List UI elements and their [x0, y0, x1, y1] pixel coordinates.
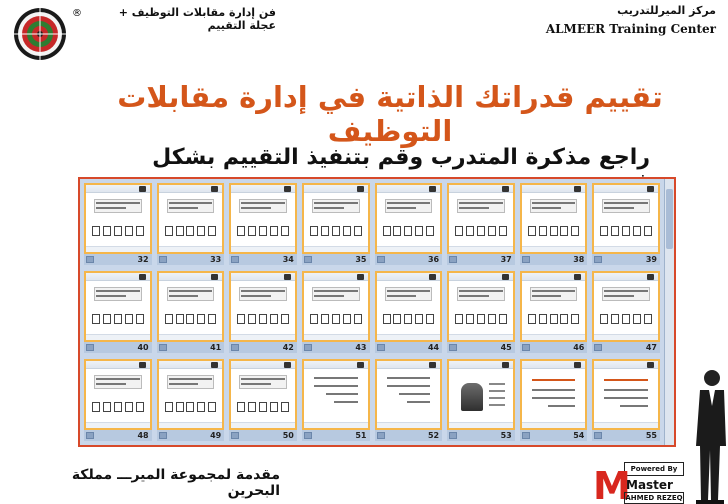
- slide-number-label: 35: [355, 255, 367, 264]
- slide-number-label: 50: [282, 431, 294, 440]
- slide-thumbnail[interactable]: [592, 271, 660, 353]
- slide-number-label: 48: [137, 431, 149, 440]
- slide-header-icon: [139, 362, 146, 368]
- slide-header-icon: [357, 274, 364, 280]
- slide-number: [157, 342, 225, 353]
- slide-thumbnail[interactable]: [302, 359, 370, 441]
- slide-preview[interactable]: [592, 271, 660, 342]
- slide-transition-icon: [522, 432, 530, 439]
- slide-header-icon: [429, 274, 436, 280]
- slide-preview[interactable]: [375, 183, 443, 254]
- slide-thumbnail[interactable]: [447, 271, 515, 353]
- slide-number-label: 51: [355, 431, 367, 440]
- slide-preview[interactable]: [229, 359, 297, 430]
- slide-preview[interactable]: [447, 359, 515, 430]
- slide-sorter-window: [78, 177, 676, 447]
- slide-number: [229, 342, 297, 353]
- slide-header-icon: [574, 362, 581, 368]
- slide-thumbnail[interactable]: [84, 271, 152, 353]
- slide-thumbnail[interactable]: [84, 359, 152, 441]
- slide-transition-icon: [231, 256, 239, 263]
- slide-grid: [84, 183, 660, 441]
- slide-number-label: 43: [355, 343, 367, 352]
- slide-number-label: 49: [210, 431, 222, 440]
- slide-transition-icon: [304, 344, 312, 351]
- slide-transition-icon: [231, 432, 239, 439]
- slide-header-icon: [357, 362, 364, 368]
- slide-preview[interactable]: [84, 359, 152, 430]
- slide-number-label: 39: [645, 255, 657, 264]
- slide-transition-icon: [304, 432, 312, 439]
- slide-preview[interactable]: [229, 183, 297, 254]
- registered-mark: ®: [72, 8, 82, 19]
- slide-transition-icon: [377, 432, 385, 439]
- slide-header-icon: [647, 274, 654, 280]
- slide-preview[interactable]: [84, 271, 152, 342]
- slide-number: [447, 430, 515, 441]
- slide-number: [84, 342, 152, 353]
- slide-preview[interactable]: [302, 359, 370, 430]
- slide-transition-icon: [594, 344, 602, 351]
- slide-preview[interactable]: [520, 183, 588, 254]
- slide-transition-icon: [449, 256, 457, 263]
- slide-number-label: 55: [645, 431, 657, 440]
- slide-transition-icon: [594, 432, 602, 439]
- slide-preview[interactable]: [375, 359, 443, 430]
- slide-preview[interactable]: [592, 359, 660, 430]
- slide-thumbnail[interactable]: [229, 183, 297, 265]
- slide-header-icon: [211, 186, 218, 192]
- slide-transition-icon: [86, 344, 94, 351]
- slide-preview[interactable]: [592, 183, 660, 254]
- slide-thumbnail[interactable]: [520, 359, 588, 441]
- footer-credit: مقدمة لمجموعة الميرـــ مملكة البحرين: [71, 467, 280, 499]
- slide-transition-icon: [522, 344, 530, 351]
- slide-thumbnail[interactable]: [84, 183, 152, 265]
- slide-header-icon: [502, 186, 509, 192]
- slide-header-icon: [211, 274, 218, 280]
- slide-number: [375, 430, 443, 441]
- course-title: فن إدارة مقابلات التوظيف + عجلة التقييم: [118, 6, 276, 32]
- slide-transition-icon: [86, 256, 94, 263]
- slide-transition-icon: [377, 256, 385, 263]
- slide-number: [520, 342, 588, 353]
- page-title: تقييم قدراتك الذاتية في إدارة مقابلات التوظيف: [117, 80, 663, 148]
- slide-transition-icon: [449, 344, 457, 351]
- slide-transition-icon: [377, 344, 385, 351]
- slide-number: [447, 254, 515, 265]
- slide-number-label: 37: [500, 255, 512, 264]
- slide-transition-icon: [159, 344, 167, 351]
- slide-number: [229, 254, 297, 265]
- brand-letter: M: [593, 464, 631, 504]
- center-name-arabic: مركز الميرللتدريب: [617, 4, 716, 17]
- slide-number: [229, 430, 297, 441]
- slide-transition-icon: [231, 344, 239, 351]
- slide-number: [592, 342, 660, 353]
- slide-thumbnail[interactable]: [592, 183, 660, 265]
- vertical-scrollbar[interactable]: [664, 179, 674, 445]
- slide-number-label: 45: [500, 343, 512, 352]
- slide-header-icon: [574, 186, 581, 192]
- slide-thumbnail[interactable]: [375, 183, 443, 265]
- slide-number: [592, 254, 660, 265]
- slide-header-icon: [284, 362, 291, 368]
- author-name: AHMED REZEQ: [625, 494, 683, 502]
- slide-header-icon: [647, 186, 654, 192]
- slide-preview[interactable]: [520, 359, 588, 430]
- slide-number-label: 47: [645, 343, 657, 352]
- slide-number-label: 33: [210, 255, 222, 264]
- slide-thumbnail[interactable]: [302, 183, 370, 265]
- slide-number-label: 52: [427, 431, 440, 440]
- center-name-english: ALMEER Training Center: [545, 22, 716, 36]
- slide-preview[interactable]: [157, 271, 225, 342]
- slide-thumbnail[interactable]: [157, 271, 225, 353]
- slide-number-label: 41: [210, 343, 222, 352]
- slide-number-label: 38: [573, 255, 585, 264]
- slide-number: [157, 254, 225, 265]
- target-logo-icon: [10, 6, 72, 62]
- slide-thumbnail[interactable]: [520, 183, 588, 265]
- slide-header-icon: [357, 186, 364, 192]
- slide-number-label: 46: [573, 343, 585, 352]
- slide-number-label: 42: [282, 343, 294, 352]
- slide-number: [592, 430, 660, 441]
- slide-header-icon: [211, 362, 218, 368]
- brand-word: Master: [626, 478, 673, 492]
- slide-number: [302, 342, 370, 353]
- slide-transition-icon: [159, 256, 167, 263]
- slide-header-icon: [139, 274, 146, 280]
- slide-thumbnail[interactable]: [229, 359, 297, 441]
- slide-preview[interactable]: [447, 271, 515, 342]
- slide-transition-icon: [449, 432, 457, 439]
- slide-thumbnail[interactable]: [447, 359, 515, 441]
- slide-header-icon: [429, 362, 436, 368]
- slide-preview[interactable]: [157, 183, 225, 254]
- slide-header-icon: [429, 186, 436, 192]
- slide-number-label: 36: [427, 255, 440, 264]
- slide-thumbnail[interactable]: [375, 359, 443, 441]
- slide-preview[interactable]: [375, 271, 443, 342]
- slide-header-icon: [284, 274, 291, 280]
- slide-number: [302, 430, 370, 441]
- slide-thumbnail[interactable]: [447, 183, 515, 265]
- powered-by-label: Powered By: [624, 462, 684, 476]
- slide-header-icon: [502, 274, 509, 280]
- page-subtitle: راجع مذكرة المتدرب وقم بتنفيذ التقييم بشكل: [152, 145, 650, 170]
- slide-preview[interactable]: [302, 183, 370, 254]
- slide-header-icon: [574, 274, 581, 280]
- slide-number-label: 44: [427, 343, 440, 352]
- slide-header-icon: [139, 186, 146, 192]
- slide-preview[interactable]: [520, 271, 588, 342]
- slide-transition-icon: [86, 432, 94, 439]
- slide-thumbnail[interactable]: [520, 271, 588, 353]
- slide-header-icon: [502, 362, 509, 368]
- slide-number-label: 54: [573, 431, 585, 440]
- slide-transition-icon: [522, 256, 530, 263]
- slide-number-label: 40: [137, 343, 149, 352]
- slide-number: [447, 342, 515, 353]
- slide-number: [375, 254, 443, 265]
- slide-preview[interactable]: [157, 359, 225, 430]
- slide-thumbnail[interactable]: [302, 271, 370, 353]
- slide-preview[interactable]: [447, 183, 515, 254]
- slide-number: [157, 430, 225, 441]
- slide-header-icon: [284, 186, 291, 192]
- slide-number: [84, 430, 152, 441]
- slide-number: [84, 254, 152, 265]
- slide-thumbnail[interactable]: [592, 359, 660, 441]
- slide-header-icon: [647, 362, 654, 368]
- slide-number: [520, 254, 588, 265]
- slide-number: [520, 430, 588, 441]
- slide-number-label: 32: [137, 255, 149, 264]
- slide-number: [302, 254, 370, 265]
- slide-transition-icon: [594, 256, 602, 263]
- slide-preview[interactable]: [84, 183, 152, 254]
- scrollbar-thumb[interactable]: [666, 189, 673, 249]
- slide-preview[interactable]: [229, 271, 297, 342]
- slide-thumbnail[interactable]: [375, 271, 443, 353]
- slide-number: [375, 342, 443, 353]
- slide-number-label: 34: [282, 255, 294, 264]
- slide-thumbnail[interactable]: [157, 359, 225, 441]
- slide-number-label: 53: [500, 431, 512, 440]
- businessman-figure: [690, 366, 728, 504]
- slide-preview[interactable]: [302, 271, 370, 342]
- slide-thumbnail[interactable]: [229, 271, 297, 353]
- slide-thumbnail[interactable]: [157, 183, 225, 265]
- slide-transition-icon: [159, 432, 167, 439]
- slide-transition-icon: [304, 256, 312, 263]
